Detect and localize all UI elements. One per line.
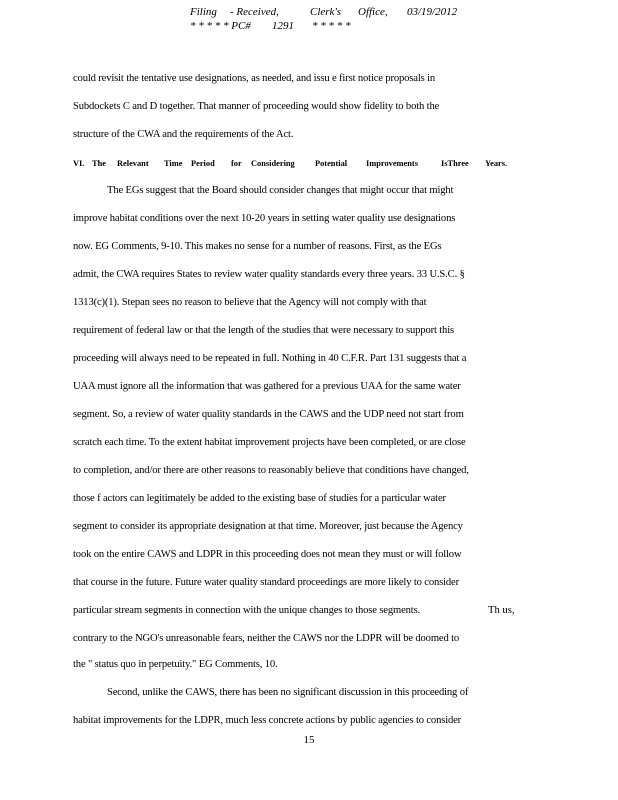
header-received: - Received, — [230, 6, 279, 18]
header-date: 03/19/2012 — [407, 6, 458, 18]
body-line: could revisit the tentative use designations, as needed, and issu e first notice proposals in — [73, 73, 436, 84]
paragraph-line: UAA must ignore all the information that was gathered for a previous UAA for the same water — [73, 381, 461, 392]
heading-word: VI. — [73, 159, 85, 168]
paragraph-line: admit, the CWA requires States to review water quality standards every three years. 33 U.S.C. § — [73, 269, 465, 280]
paragraph-line: 1313(c)(1). Stepan sees no reason to believe that the Agency will not comply with that — [73, 297, 427, 308]
paragraph-line: requirement of federal law or that the length of the studies that were necessary to support this — [73, 325, 454, 336]
paragraph-line: took on the entire CAWS and LDPR in this proceeding does not mean they must or will follow — [73, 549, 462, 560]
paragraph-line: the " status quo in perpetuity." EG Comments, 10. — [73, 659, 278, 670]
header-stars: * * * * * — [312, 20, 351, 32]
heading-word: The — [92, 159, 106, 168]
heading-word: Improvements — [366, 159, 418, 168]
paragraph-line: to completion, and/or there are other reasons to reasonably believe that conditions have changed, — [73, 465, 469, 476]
page-number: 15 — [303, 734, 315, 746]
heading-word: Considering — [251, 159, 295, 168]
paragraph-line: now. EG Comments, 9-10. This makes no sense for a number of reasons. First, as the EGs — [73, 241, 442, 252]
paragraph-line: that course in the future. Future water quality standard proceedings are more likely to consider — [73, 577, 459, 588]
body-line: structure of the CWA and the requirements of the Act. — [73, 129, 294, 140]
paragraph-line: those f actors can legitimately be added to the existing base of studies for a particular water — [73, 493, 446, 504]
paragraph-line: particular stream segments in connection with the unique changes to those segments. — [73, 605, 421, 616]
section-heading-vi — [73, 158, 513, 172]
body-line: Subdockets C and D together. That manner of proceeding would show fidelity to both the — [73, 101, 440, 112]
header-clerks: Clerk's — [310, 6, 342, 18]
heading-word: for — [231, 159, 242, 168]
heading-word: Potential — [315, 159, 348, 168]
heading-word: IsThree — [441, 159, 469, 168]
paragraph-line: scratch each time. To the extent habitat improvement projects have been completed, or are close — [73, 437, 466, 448]
thus-word: Th us, — [488, 605, 515, 616]
paragraph-line: improve habitat conditions over the next 10-20 years in setting water quality use designations — [73, 213, 456, 224]
paragraph-line: proceeding will always need to be repeated in full. Nothing in 40 C.F.R. Part 131 suggests that a — [73, 353, 467, 364]
paragraph-line: segment to consider its appropriate designation at that time. Moreover, just because the Agency — [73, 521, 463, 532]
header-pc-number: 1291 — [272, 20, 294, 32]
header-office: Office, — [358, 6, 388, 18]
header-pc-label: * * * * * PC# — [190, 20, 251, 32]
heading-word: Years. — [485, 159, 508, 168]
paragraph-line: contrary to the NGO's unreasonable fears, neither the CAWS nor the LDPR will be doomed to — [73, 633, 460, 644]
paragraph-line: habitat improvements for the LDPR, much less concrete actions by public agencies to consider — [73, 715, 462, 726]
paragraph-line: Second, unlike the CAWS, there has been no significant discussion in this proceeding of — [107, 687, 469, 698]
header-filing: Filing — [190, 6, 217, 18]
paragraph-line: The EGs suggest that the Board should consider changes that might occur that might — [107, 185, 454, 196]
heading-word: Period — [191, 159, 215, 168]
heading-word: Time — [164, 159, 183, 168]
heading-word: Relevant — [117, 159, 149, 168]
paragraph-line: segment. So, a review of water quality standards in the CAWS and the UDP need not start from — [73, 409, 464, 420]
